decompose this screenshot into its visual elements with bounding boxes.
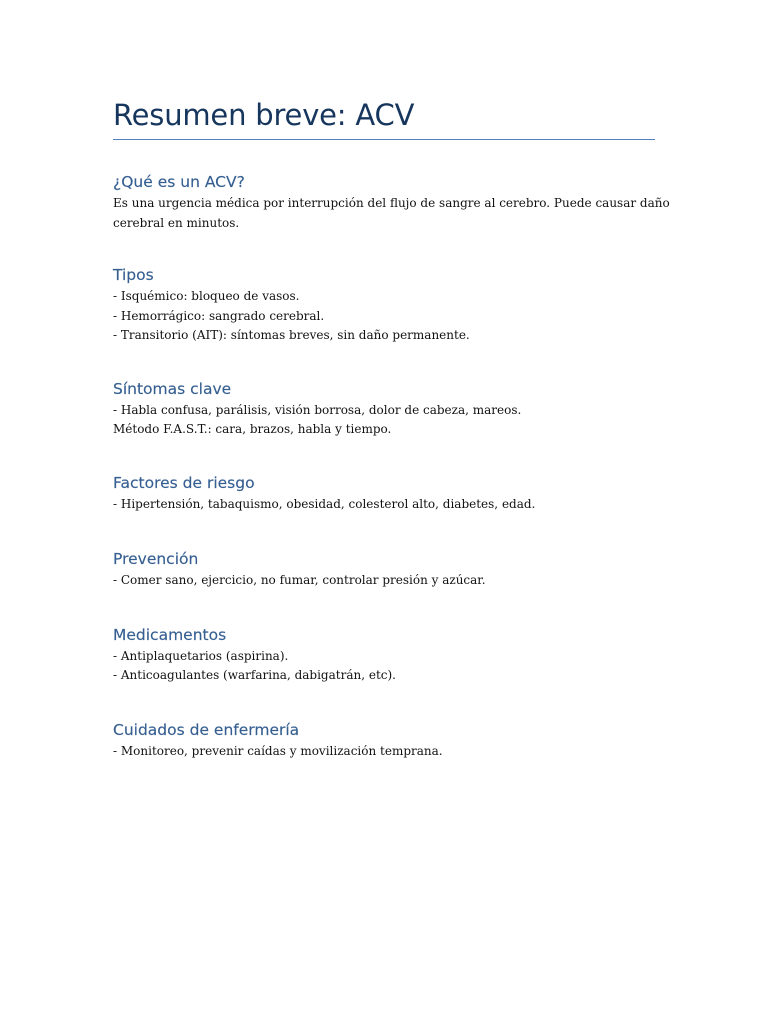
section-heading: Cuidados de enfermería: [113, 720, 300, 739]
document-sections: [113, 171, 670, 761]
body-line: - Isquémico: bloqueo de vasos.: [113, 289, 300, 303]
body-line: - Antiplaquetarios (aspirina).: [113, 648, 289, 663]
section-heading: Tipos: [113, 266, 154, 284]
section-que-es: [113, 171, 670, 233]
document-title: Resumen breve: ACV: [113, 98, 415, 132]
section-body: [113, 742, 655, 762]
section-body: [113, 647, 655, 686]
body-line: Método F.A.S.T.: cara, brazos, habla y tiempo.: [113, 422, 392, 436]
section-body: [113, 287, 655, 346]
body-line: - Anticoagulantes (warfarina, dabigatrán, etc).: [113, 668, 396, 682]
body-line: - Comer sano, ejercicio, no fumar, controlar presión y azúcar.: [113, 573, 486, 587]
body-line: - Hemorrágico: sangrado cerebral.: [113, 308, 325, 323]
section-body: [113, 571, 655, 591]
body-line: - Habla confusa, parálisis, visión borrosa, dolor de cabeza, mareos.: [113, 402, 522, 417]
title-divider: [113, 139, 655, 140]
body-line: cerebral en minutos.: [113, 215, 240, 230]
document-page: [113, 95, 670, 761]
body-line: - Hipertensión, tabaquismo, obesidad, colesterol alto, diabetes, edad.: [113, 496, 536, 511]
body-line: - Monitoreo, prevenir caídas y movilización temprana.: [113, 743, 443, 758]
section-heading: Síntomas clave: [113, 379, 232, 398]
section-medicamentos: [113, 624, 655, 686]
section-body: [113, 194, 670, 233]
section-heading: Medicamentos: [113, 625, 227, 644]
body-line: Es una urgencia médica por interrupción del flujo de sangre al cerebro. Puede causar daño: [113, 196, 670, 210]
section-factores-riesgo: [113, 472, 655, 515]
section-body: [113, 401, 655, 440]
section-heading: Prevención: [113, 550, 199, 568]
section-sintomas: [113, 378, 655, 440]
section-tipos: [113, 264, 655, 346]
section-cuidados-enfermeria: [113, 719, 655, 762]
section-body: [113, 495, 655, 515]
section-prevencion: [113, 548, 655, 591]
body-line: - Transitorio (AIT): síntomas breves, sin daño permanente.: [113, 328, 470, 342]
section-heading: ¿Qué es un ACV?: [113, 173, 245, 191]
section-heading: Factores de riesgo: [113, 473, 255, 492]
